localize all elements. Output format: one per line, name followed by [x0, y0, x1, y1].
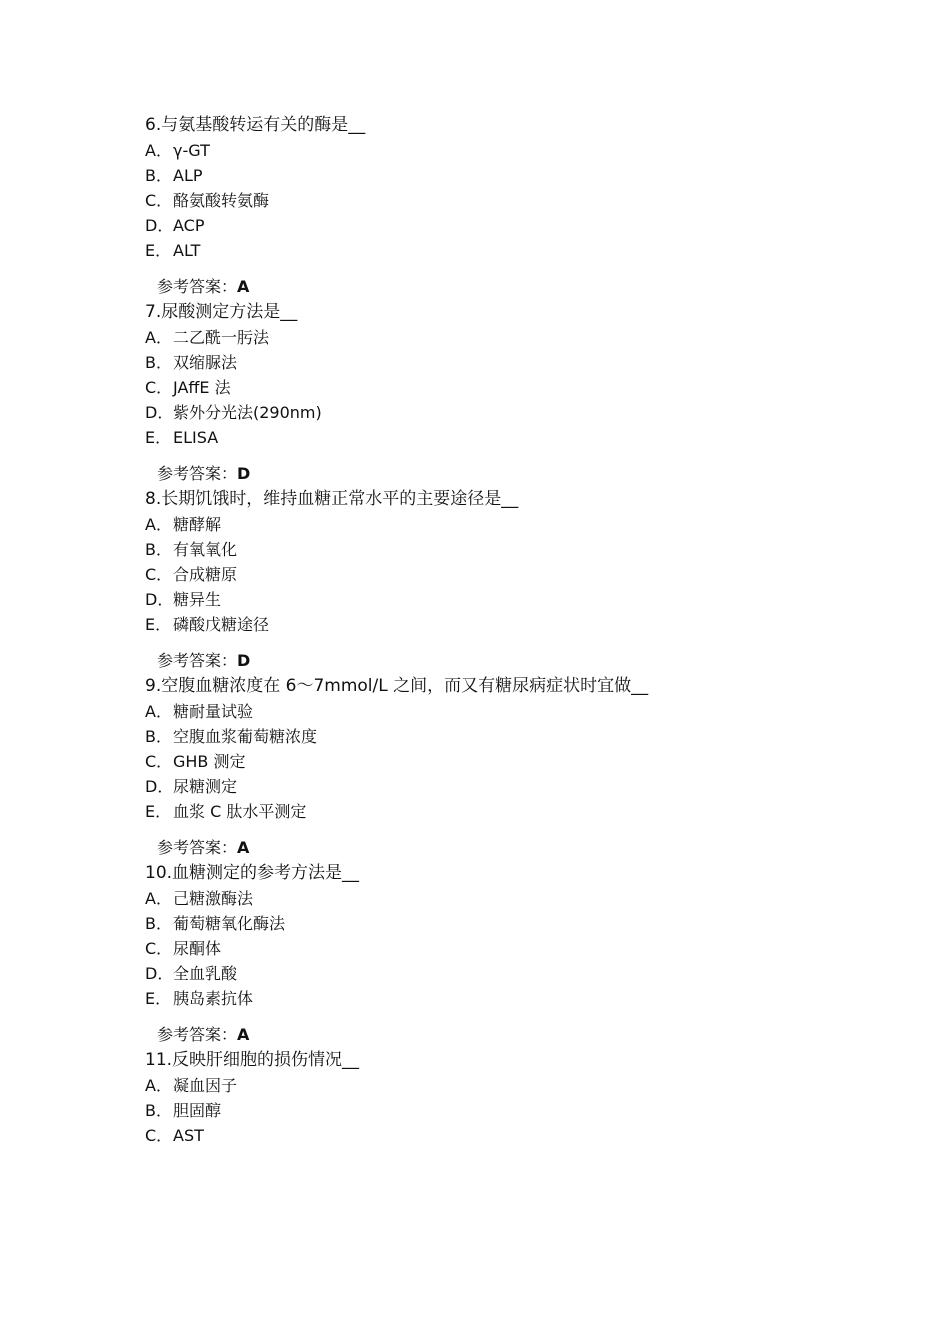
option-b	[145, 537, 845, 562]
question-6	[145, 113, 845, 299]
option-e	[145, 238, 845, 263]
option-c	[145, 562, 845, 587]
option-letter: C．	[145, 939, 173, 958]
option-letter: D．	[145, 777, 174, 796]
option-letter: B．	[145, 540, 172, 559]
question-10	[145, 861, 845, 1047]
option-a	[145, 886, 845, 911]
option-text: ACP	[173, 216, 205, 235]
option-b	[145, 350, 845, 375]
option-text: 全血乳酸	[173, 964, 238, 983]
answer-label: 参考答案：	[157, 838, 238, 857]
option-text: JAffE 法	[173, 378, 231, 397]
option-letter: D．	[145, 216, 174, 235]
question-title: 9.空腹血糖浓度在 6～7mmol/L 之间，而又有糖尿病症状时宜做__	[145, 676, 649, 696]
option-letter: C．	[145, 191, 173, 210]
option-text: 凝血因子	[173, 1076, 238, 1095]
option-e	[145, 986, 845, 1011]
reference-answer	[145, 648, 845, 673]
option-text: 空腹血浆葡萄糖浓度	[173, 727, 318, 746]
reference-answer	[145, 835, 845, 860]
option-d	[145, 774, 845, 799]
answer-label: 参考答案：	[157, 651, 238, 670]
option-text: 血浆 C 肽水平测定	[173, 802, 307, 821]
option-text: 胆固醇	[173, 1101, 222, 1120]
question-7	[145, 300, 845, 486]
option-text: 有氧氧化	[173, 540, 238, 559]
answer-value: A	[237, 1025, 250, 1044]
answer-label: 参考答案：	[157, 464, 238, 483]
option-text: 合成糖原	[173, 565, 238, 584]
option-text: 二乙酰一肟法	[173, 328, 270, 347]
question-title: 7.尿酸测定方法是__	[145, 302, 298, 322]
option-a	[145, 325, 845, 350]
question-9	[145, 674, 845, 860]
reference-answer	[145, 274, 845, 299]
option-letter: B．	[145, 727, 172, 746]
option-a	[145, 512, 845, 537]
option-a	[145, 699, 845, 724]
answer-value: A	[237, 277, 250, 296]
option-letter: D．	[145, 590, 174, 609]
option-text: 紫外分光法(290nm)	[173, 403, 322, 422]
option-letter: E．	[145, 615, 172, 634]
option-text: GHB 测定	[173, 752, 246, 771]
option-d	[145, 400, 845, 425]
question-title: 10.血糖测定的参考方法是__	[145, 863, 360, 883]
option-letter: A．	[145, 1076, 172, 1095]
option-c	[145, 936, 845, 961]
reference-answer	[145, 461, 845, 486]
option-text: 酪氨酸转氨酶	[173, 191, 270, 210]
question-title: 6.与氨基酸转运有关的酶是__	[145, 115, 366, 135]
option-letter: E．	[145, 989, 172, 1008]
option-e	[145, 799, 845, 824]
option-text: 双缩脲法	[173, 353, 238, 372]
option-letter: C．	[145, 1126, 173, 1145]
option-b	[145, 163, 845, 188]
option-text: 胰岛素抗体	[173, 989, 254, 1008]
option-text: γ-GT	[173, 141, 210, 160]
option-text: 糖酵解	[173, 515, 222, 534]
option-c	[145, 749, 845, 774]
option-text: AST	[173, 1126, 204, 1145]
option-d	[145, 587, 845, 612]
option-text: 磷酸戊糖途径	[173, 615, 270, 634]
option-letter: D．	[145, 403, 174, 422]
question-11	[145, 1048, 845, 1148]
option-letter: B．	[145, 166, 172, 185]
answer-label: 参考答案：	[157, 1025, 238, 1044]
option-e	[145, 425, 845, 450]
option-d	[145, 213, 845, 238]
answer-value: A	[237, 838, 250, 857]
answer-value: D	[237, 464, 251, 483]
answer-value: D	[237, 651, 251, 670]
option-letter: C．	[145, 378, 173, 397]
option-c	[145, 188, 845, 213]
option-b	[145, 724, 845, 749]
option-text: 糖耐量试验	[173, 702, 254, 721]
option-letter: E．	[145, 241, 172, 260]
option-a	[145, 138, 845, 163]
option-c	[145, 375, 845, 400]
option-letter: D．	[145, 964, 174, 983]
option-b	[145, 1098, 845, 1123]
answer-label: 参考答案：	[157, 277, 238, 296]
option-text: 己糖激酶法	[173, 889, 254, 908]
option-letter: E．	[145, 428, 172, 447]
option-text: 尿酮体	[173, 939, 222, 958]
reference-answer	[145, 1022, 845, 1047]
option-e	[145, 612, 845, 637]
option-letter: B．	[145, 914, 172, 933]
option-letter: A．	[145, 889, 172, 908]
option-letter: A．	[145, 702, 172, 721]
option-text: 尿糖测定	[173, 777, 238, 796]
question-title: 8.长期饥饿时，维持血糖正常水平的主要途径是__	[145, 489, 519, 509]
option-c	[145, 1123, 845, 1148]
option-letter: C．	[145, 752, 173, 771]
option-d	[145, 961, 845, 986]
question-title: 11.反映肝细胞的损伤情况__	[145, 1050, 360, 1070]
option-letter: A．	[145, 515, 172, 534]
option-letter: C．	[145, 565, 173, 584]
option-letter: B．	[145, 353, 172, 372]
option-text: ALP	[173, 166, 203, 185]
option-letter: B．	[145, 1101, 172, 1120]
option-b	[145, 911, 845, 936]
option-a	[145, 1073, 845, 1098]
option-letter: A．	[145, 328, 172, 347]
option-text: 糖异生	[173, 590, 222, 609]
document-page	[145, 113, 845, 1148]
option-text: ALT	[173, 241, 201, 260]
option-text: ELISA	[173, 428, 219, 447]
option-letter: A．	[145, 141, 172, 160]
option-text: 葡萄糖氧化酶法	[173, 914, 286, 933]
question-8	[145, 487, 845, 673]
option-letter: E．	[145, 802, 172, 821]
